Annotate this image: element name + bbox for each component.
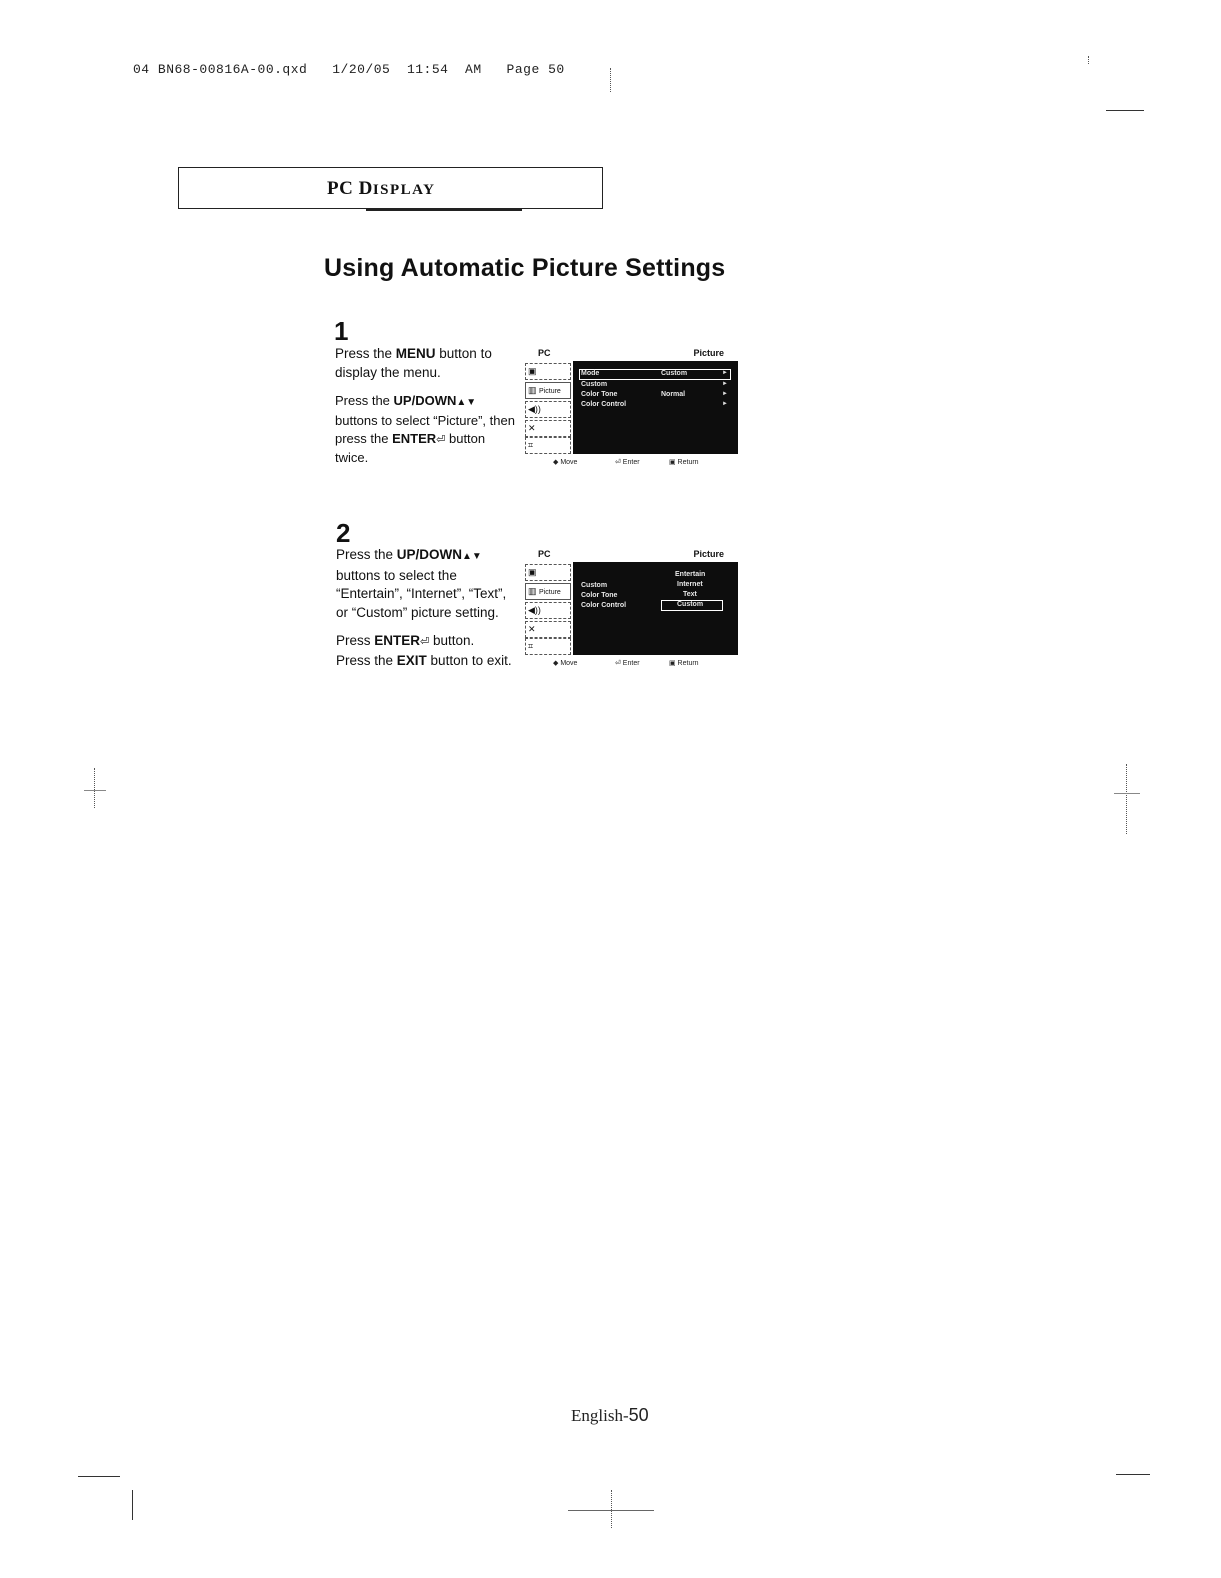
registration-mark-bottom-v xyxy=(611,1490,612,1528)
sound-icon: ◀)) xyxy=(525,602,571,619)
osd-footer-move: ◆ Move xyxy=(553,660,578,667)
osd-menu-panel xyxy=(573,361,738,454)
osd-row-color-control: Color Control xyxy=(581,401,627,408)
step-1-paragraph-2: Press the UP/DOWN▲▼ buttons to select “Picture”, then press the ENTER⏎ button twice. xyxy=(335,393,515,465)
registration-mark-right-h xyxy=(1114,793,1140,794)
arrow-right-icon: ► xyxy=(722,370,728,376)
osd-footer-return: ▣ Return xyxy=(669,660,699,667)
osd-row-custom: Custom xyxy=(581,381,608,388)
osd-row-color-control: Color Control xyxy=(581,602,627,609)
crop-mark-bottom-left-v xyxy=(132,1490,133,1520)
crop-mark-bottom-left xyxy=(78,1476,120,1477)
osd-row-mode: Mode xyxy=(581,370,600,377)
page-title: Using Automatic Picture Settings xyxy=(324,254,726,282)
step-2-menu-screenshot xyxy=(523,549,738,674)
osd-row-color-tone: Color Tone xyxy=(581,592,618,599)
step-2-text xyxy=(336,546,516,680)
osd-menu-title: Picture xyxy=(693,549,724,559)
input-icon: ▣ xyxy=(525,564,571,581)
osd-footer-move: ◆ Move xyxy=(553,459,578,466)
print-slug: 04 BN68-00816A-00.qxd 1/20/05 11:54 AM Page 50 xyxy=(133,62,565,77)
arrow-right-icon: ► xyxy=(722,391,728,397)
up-down-arrows-icon: ▲▼ xyxy=(456,397,477,408)
registration-mark-left xyxy=(94,768,95,808)
picture-icon: ▥ Picture xyxy=(525,583,571,600)
step-2-number: 2 xyxy=(336,518,351,548)
arrow-right-icon: ► xyxy=(722,401,728,407)
registration-mark-top-right xyxy=(1088,56,1089,64)
osd-option-internet: Internet xyxy=(677,581,703,588)
section-header-box xyxy=(178,167,603,209)
osd-footer-enter: ⏎ Enter xyxy=(615,459,640,466)
osd-option-entertain: Entertain xyxy=(675,571,706,578)
section-title: PC DISPLAY xyxy=(327,178,436,199)
osd-footer-return: ▣ Return xyxy=(669,459,699,466)
picture-icon: ▥ Picture xyxy=(525,382,571,399)
section-underline xyxy=(366,209,522,211)
step-1-paragraph-1: Press the MENU button to display the menu. xyxy=(335,346,492,380)
sound-icon: ◀)) xyxy=(525,401,571,418)
setup-icon: ✕ xyxy=(525,621,571,638)
registration-mark-left-h xyxy=(84,790,106,791)
osd-footer-enter: ⏎ Enter xyxy=(615,660,640,667)
step-1-menu-screenshot xyxy=(523,348,738,473)
enter-icon: ⏎ xyxy=(420,636,430,648)
guide-icon: ⌗ xyxy=(525,638,571,655)
crop-mark-top-right xyxy=(1106,110,1144,111)
step-2-paragraph-3: Press the EXIT button to exit. xyxy=(336,652,512,668)
enter-icon: ⏎ xyxy=(436,434,446,446)
up-down-arrows-icon: ▲▼ xyxy=(462,551,482,562)
arrow-right-icon: ► xyxy=(722,381,728,387)
step-2-paragraph-2: Press ENTER⏎ button. xyxy=(336,633,475,648)
step-1-number: 1 xyxy=(334,316,349,346)
osd-icon-column xyxy=(523,562,573,655)
step-1-text xyxy=(335,345,520,477)
osd-selection-highlight xyxy=(579,369,731,380)
osd-source-label: PC xyxy=(538,348,551,358)
registration-mark-right xyxy=(1126,764,1127,834)
page-number: English-50 xyxy=(571,1405,649,1425)
osd-icon-column xyxy=(523,361,573,454)
osd-row-color-tone: Color Tone xyxy=(581,391,618,398)
osd-row-custom: Custom xyxy=(581,582,608,589)
osd-menu-title: Picture xyxy=(693,348,724,358)
crop-mark-bottom-right xyxy=(1116,1474,1150,1475)
registration-mark-top xyxy=(610,68,611,92)
input-icon: ▣ xyxy=(525,363,571,380)
osd-menu-panel xyxy=(573,562,738,655)
osd-option-text: Text xyxy=(683,591,697,598)
step-2-paragraph-1: Press the UP/DOWN▲▼ buttons to select the “Entertain”, “Internet”, “Text”, or “Custom” picture setting. xyxy=(336,547,507,620)
osd-source-label: PC xyxy=(538,549,551,559)
osd-color-tone-value: Normal xyxy=(661,391,686,398)
guide-icon: ⌗ xyxy=(525,437,571,454)
osd-mode-value: Custom xyxy=(661,370,688,377)
setup-icon: ✕ xyxy=(525,420,571,437)
osd-option-custom: Custom xyxy=(677,601,704,608)
